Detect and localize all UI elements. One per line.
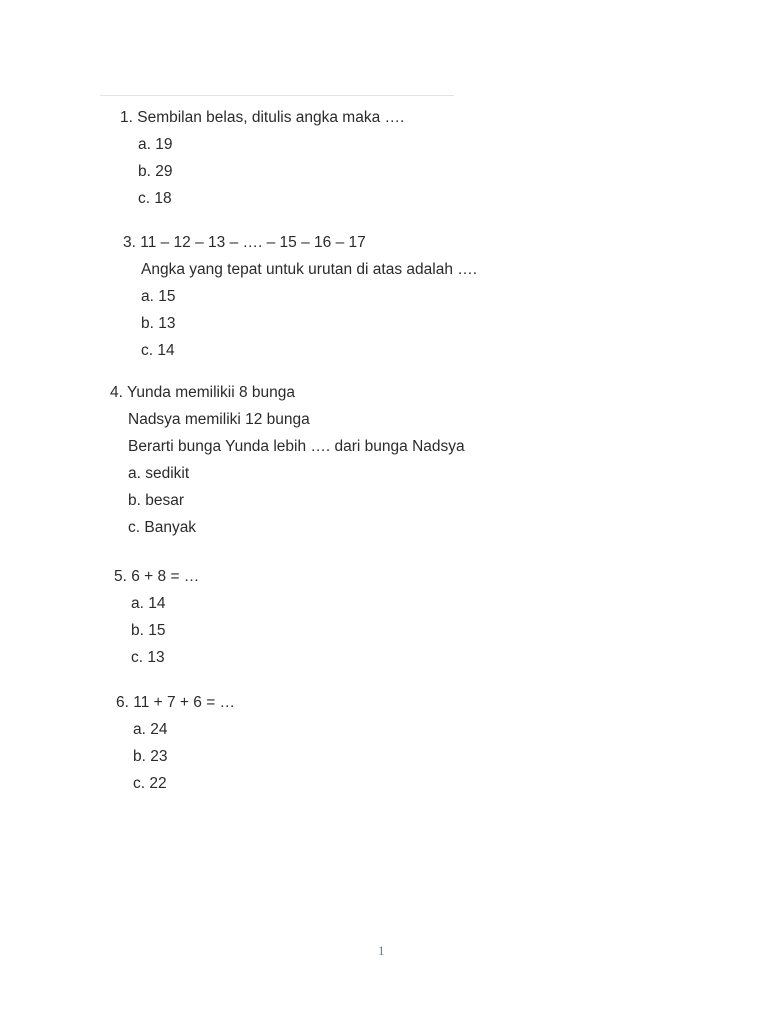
question-6-option-c: c. 22 <box>133 775 167 792</box>
question-1-text: 1. Sembilan belas, ditulis angka maka …. <box>120 109 405 126</box>
question-3-text: Angka yang tepat untuk urutan di atas adalah …. <box>141 261 478 278</box>
question-3-option-c: c. 14 <box>141 342 175 359</box>
question-4-option-a: a. sedikit <box>128 465 190 482</box>
question-5-option-c: c. 13 <box>131 649 165 666</box>
question-5-option-b: b. 15 <box>131 622 166 639</box>
question-4-option-c: c. Banyak <box>128 519 197 536</box>
question-5-option-a: a. 14 <box>131 595 166 612</box>
question-4-option-b: b. besar <box>128 492 185 509</box>
question-4-line-3: Berarti bunga Yunda lebih …. dari bunga Nadsya <box>128 438 465 455</box>
top-divider <box>100 95 454 96</box>
question-5-text: 5. 6 + 8 = … <box>114 568 200 585</box>
question-1-option-c: c. 18 <box>138 190 172 207</box>
page-number: 1 <box>378 943 385 958</box>
question-4-line-2: Nadsya memiliki 12 bunga <box>128 411 310 428</box>
question-1-option-b: b. 29 <box>138 163 173 180</box>
question-3-option-b: b. 13 <box>141 315 176 332</box>
question-4-line-1: 4. Yunda memilikii 8 bunga <box>110 384 295 401</box>
question-3-sequence: 3. 11 – 12 – 13 – …. – 15 – 16 – 17 <box>123 234 366 251</box>
question-6-option-b: b. 23 <box>133 748 168 765</box>
question-3-option-a: a. 15 <box>141 288 176 305</box>
question-6-text: 6. 11 + 7 + 6 = … <box>116 694 236 711</box>
question-1-option-a: a. 19 <box>138 136 173 153</box>
question-6-option-a: a. 24 <box>133 721 168 738</box>
